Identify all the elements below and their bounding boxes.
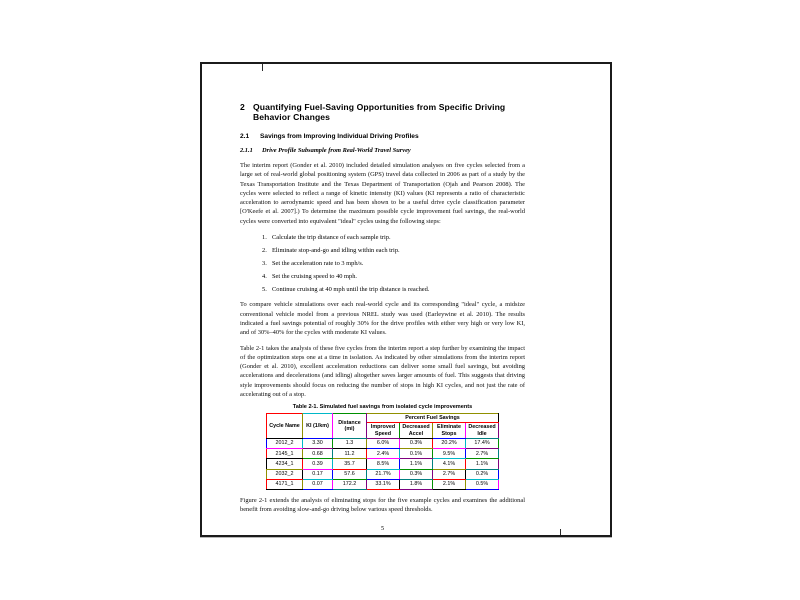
- header-decreased-idle: Decreased Idle: [465, 423, 498, 438]
- table-row: [266, 479, 498, 489]
- table-row: [266, 469, 498, 479]
- table-cell: 1.3: [332, 438, 366, 448]
- crop-mark-bottom: [560, 529, 561, 535]
- section-heading: [240, 133, 525, 141]
- chapter-heading: [240, 102, 525, 122]
- header-distance: Distance (mi): [332, 414, 366, 439]
- table-cell: 2.7%: [432, 469, 465, 479]
- header-eliminate-stops: Eliminate Stops: [432, 423, 465, 438]
- step-number: 2.: [262, 247, 267, 255]
- table-cell: 20.2%: [432, 438, 465, 448]
- steps-list: [262, 233, 525, 294]
- table-cell: 1.1%: [465, 459, 498, 469]
- table-cell: 2.7%: [465, 449, 498, 459]
- step-item: [262, 233, 525, 242]
- subsection-heading: [240, 147, 525, 155]
- section-title: Savings from Improving Individual Driving Profiles: [260, 133, 419, 140]
- table-cell: 0.5%: [465, 479, 498, 489]
- table-cell: 0.3%: [399, 438, 432, 448]
- chapter-number: 2: [240, 102, 245, 112]
- table-cell: 35.7: [332, 459, 366, 469]
- table-cell: 57.6: [332, 469, 366, 479]
- fuel-savings-table: [266, 413, 499, 490]
- chapter-title: Quantifying Fuel-Saving Opportunities from Specific Driving Behavior Changes: [253, 102, 506, 122]
- table-cell: 4171_1: [266, 479, 302, 489]
- table-cell: 0.3%: [399, 469, 432, 479]
- table-cell: 1.8%: [399, 479, 432, 489]
- header-ki: KI (1/km): [302, 414, 332, 439]
- table-cell: 17.4%: [465, 438, 498, 448]
- table-cell: 2.4%: [366, 449, 399, 459]
- step-item: [262, 285, 525, 294]
- table-cell: 21.7%: [366, 469, 399, 479]
- table-cell: 2145_1: [266, 449, 302, 459]
- table-cell: 6.0%: [366, 438, 399, 448]
- header-cycle-name: Cycle Name: [266, 414, 302, 439]
- table-cell: 8.5%: [366, 459, 399, 469]
- paragraph-intro: The interim report (Gonder et al. 2010) included detailed simulation analyses on five cycles selected from a large set of real-world global positioning system (GPS) travel data collected in 2006 as part of a study by the Texas Transportation Institute and the Texas Department of Transportation (Ojah and Pearson 2008). The cycles were selected to reflect a range of kinetic intensity (KI) values (KI represents a ratio of characteristic acceleration to aerodynamic speed and has been shown to be a useful drive cycle classification parameter [O'Keefe et al. 2007].) To determine the maximum possible cycle improvement fuel savings, the real-world cycles were converted into equivalent "ideal" cycles using the following steps:: [240, 162, 525, 225]
- table-cell: 33.1%: [366, 479, 399, 489]
- table-cell: 0.2%: [465, 469, 498, 479]
- table-cell: 2032_2: [266, 469, 302, 479]
- table-cell: 9.5%: [432, 449, 465, 459]
- paragraph-simulation: To compare vehicle simulations over each real-world cycle and its corresponding "ideal" cycle, a midsize conventional vehicle model from a previous NREL study was used (Earleywine et al. 2010). The results indicated a fuel savings potential of roughly 30% for the drive profiles with either very high or very low KI, and of 30%–40% for the cycles with moderate KI values.: [240, 301, 525, 337]
- table-caption: Table 2-1. Simulated fuel savings from isolated cycle improvements: [292, 404, 473, 411]
- header-decreased-accel: Decreased Accel: [399, 423, 432, 438]
- step-number: 5.: [262, 286, 267, 294]
- table-cell: 0.17: [302, 469, 332, 479]
- table-cell: 0.1%: [399, 449, 432, 459]
- step-item: [262, 259, 525, 268]
- step-text: Continue cruising at 40 mph until the trip distance is reached.: [272, 286, 430, 294]
- step-text: Set the acceleration rate to 3 mph/s.: [272, 260, 364, 268]
- page-number: 5: [380, 524, 385, 532]
- table-cell: 0.68: [302, 449, 332, 459]
- savings-table-body: [266, 438, 498, 489]
- header-percent-fuel-savings: Percent Fuel Savings: [366, 414, 498, 423]
- page-content: [240, 102, 525, 532]
- step-text: Calculate the trip distance of each sample trip.: [272, 234, 391, 242]
- table-cell: 0.39: [302, 459, 332, 469]
- paragraph-figure-ref: Figure 2-1 extends the analysis of eliminating stops for the five example cycles and examines the additional benefit from avoiding slow-and-go driving below various speed thresholds.: [240, 496, 525, 514]
- table-cell: 172.2: [332, 479, 366, 489]
- step-number: 4.: [262, 273, 267, 281]
- report-page: [200, 62, 612, 537]
- subsection-number: 2.1.1: [240, 147, 253, 154]
- table-row: [266, 459, 498, 469]
- subsection-title: Drive Profile Subsample from Real-World Travel Survey: [262, 147, 411, 154]
- step-text: Eliminate stop-and-go and idling within each trip.: [272, 247, 400, 255]
- step-item: [262, 246, 525, 255]
- crop-mark-top: [262, 64, 263, 71]
- table-cell: 3.30: [302, 438, 332, 448]
- table-header: [266, 414, 498, 439]
- table-row: [266, 449, 498, 459]
- table-cell: 0.07: [302, 479, 332, 489]
- table-cell: 4234_1: [266, 459, 302, 469]
- table-cell: 11.2: [332, 449, 366, 459]
- paragraph-table-discussion: Table 2-1 takes the analysis of these five cycles from the interim report a step further by examining the impact of the optimization steps one at a time in isolation. As indicated by other simulations from the interim report (Gonder et al. 2010), excellent acceleration reductions can deliver some small fuel savings, but avoiding accelerations and decelerations (and idling) altogether saves larger amounts of fuel. This suggests that driving style improvements should focus on reducing the number of stops in high KI cycles, and not just the rate of accelerating out of a stop.: [240, 344, 525, 398]
- table-cell: 2012_2: [266, 438, 302, 448]
- section-number: 2.1: [240, 133, 250, 140]
- step-text: Set the cruising speed to 40 mph.: [272, 273, 358, 281]
- step-item: [262, 272, 525, 281]
- step-number: 1.: [262, 234, 267, 242]
- step-number: 3.: [262, 260, 267, 268]
- table-cell: 1.1%: [399, 459, 432, 469]
- table-row: [266, 438, 498, 448]
- header-improved-speed: Improved Speed: [366, 423, 399, 438]
- table-cell: 2.1%: [432, 479, 465, 489]
- table-cell: 4.1%: [432, 459, 465, 469]
